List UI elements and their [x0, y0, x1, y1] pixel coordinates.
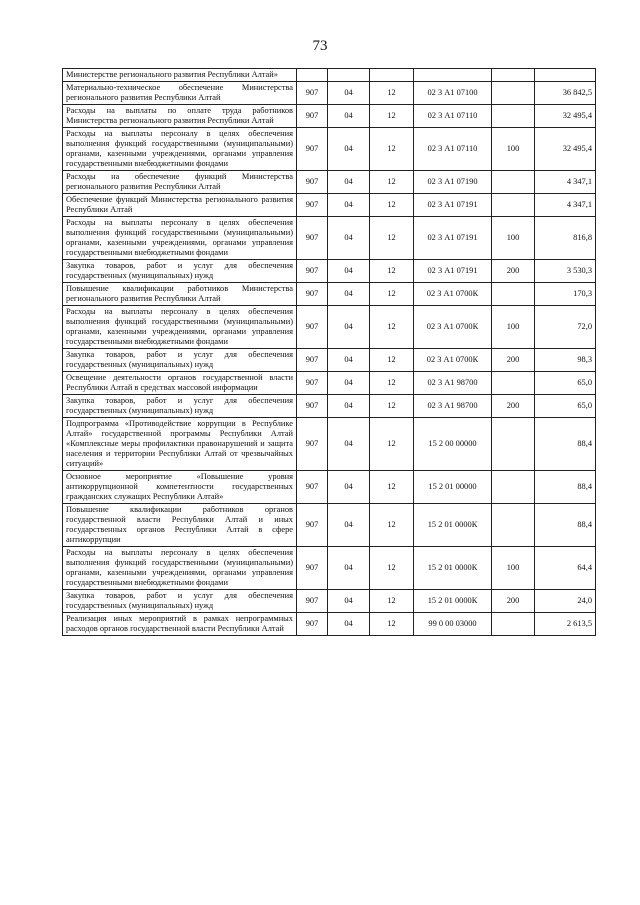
cell-subsection: 12 [370, 105, 414, 128]
cell-target-article: 15 2 01 0000К [414, 504, 492, 547]
cell-subsection [370, 69, 414, 82]
cell-section: 04 [328, 395, 370, 418]
table-row [63, 128, 596, 171]
cell-amount: 24,0 [535, 590, 596, 613]
cell-name: Расходы на выплаты персоналу в целях обеспечения выполнения функций государственными (муниципальными) органами, казенными учреждениями, органами управления государственными внебюджетными фондами [63, 306, 297, 349]
cell-amount: 72,0 [535, 306, 596, 349]
cell-name: Закупка товаров, работ и услуг для обеспечения государственных (муниципальных) нужд [63, 349, 297, 372]
cell-expense-type [492, 372, 535, 395]
cell-target-article: 99 0 00 03000 [414, 613, 492, 636]
cell-section: 04 [328, 171, 370, 194]
cell-target-article: 15 2 01 0000К [414, 547, 492, 590]
cell-grbs: 907 [297, 547, 328, 590]
cell-section: 04 [328, 504, 370, 547]
cell-subsection: 12 [370, 590, 414, 613]
cell-amount: 36 842,5 [535, 82, 596, 105]
cell-expense-type: 200 [492, 349, 535, 372]
cell-expense-type: 100 [492, 128, 535, 171]
cell-subsection: 12 [370, 283, 414, 306]
cell-grbs: 907 [297, 395, 328, 418]
cell-grbs: 907 [297, 128, 328, 171]
page-number: 73 [312, 38, 328, 54]
cell-grbs: 907 [297, 471, 328, 504]
cell-section: 04 [328, 260, 370, 283]
table-row [63, 194, 596, 217]
table-row [63, 217, 596, 260]
cell-amount: 88,4 [535, 471, 596, 504]
cell-target-article: 02 3 А1 07191 [414, 260, 492, 283]
cell-amount: 65,0 [535, 395, 596, 418]
cell-subsection: 12 [370, 128, 414, 171]
cell-section: 04 [328, 306, 370, 349]
cell-target-article: 02 3 А1 98700 [414, 372, 492, 395]
cell-subsection: 12 [370, 547, 414, 590]
cell-name: Повышение квалификации работников органов государственной власти Республики Алтай и иных государственных органов Республики Алтай в сфере антикоррупции [63, 504, 297, 547]
cell-expense-type: 200 [492, 395, 535, 418]
table-row [63, 306, 596, 349]
table-row [63, 82, 596, 105]
cell-grbs: 907 [297, 418, 328, 471]
cell-name: Расходы на выплаты персоналу в целях обеспечения выполнения функций государственными (муниципальными) органами, казенными учреждениями, органами управления государственными внебюджетными фондами [63, 217, 297, 260]
cell-expense-type [492, 194, 535, 217]
cell-target-article: 02 3 А1 07191 [414, 217, 492, 260]
table-row [63, 590, 596, 613]
cell-name: Подпрограмма «Противодействие коррупции в Республике Алтай» государственной программы Республики Алтай «Комплексные меры профилактики правонарушений и защита населения и территории Республики Алтай от чрезвычайных ситуаций» [63, 418, 297, 471]
cell-grbs [297, 69, 328, 82]
table-row [63, 504, 596, 547]
cell-target-article: 02 3 А1 0700К [414, 306, 492, 349]
cell-amount: 65,0 [535, 372, 596, 395]
cell-name: Реализация иных мероприятий в рамках непрограммных расходов органов государственной власти Республики Алтай [63, 613, 297, 636]
cell-grbs: 907 [297, 349, 328, 372]
cell-grbs: 907 [297, 613, 328, 636]
cell-grbs: 907 [297, 306, 328, 349]
cell-name: Повышение квалификации работников Министерства регионального развития Республики Алтай [63, 283, 297, 306]
cell-expense-type [492, 418, 535, 471]
cell-grbs: 907 [297, 504, 328, 547]
cell-section: 04 [328, 418, 370, 471]
cell-expense-type [492, 613, 535, 636]
cell-subsection: 12 [370, 613, 414, 636]
cell-grbs: 907 [297, 82, 328, 105]
cell-grbs: 907 [297, 105, 328, 128]
cell-section: 04 [328, 547, 370, 590]
cell-section: 04 [328, 471, 370, 504]
cell-amount: 88,4 [535, 504, 596, 547]
cell-section: 04 [328, 217, 370, 260]
cell-subsection: 12 [370, 194, 414, 217]
cell-amount: 4 347,1 [535, 171, 596, 194]
cell-target-article: 02 3 А1 0700К [414, 283, 492, 306]
cell-subsection: 12 [370, 349, 414, 372]
cell-subsection: 12 [370, 260, 414, 283]
cell-expense-type [492, 69, 535, 82]
cell-amount: 3 530,3 [535, 260, 596, 283]
cell-amount: 170,3 [535, 283, 596, 306]
cell-amount: 816,8 [535, 217, 596, 260]
cell-grbs: 907 [297, 260, 328, 283]
cell-name: Закупка товаров, работ и услуг для обеспечения государственных (муниципальных) нужд [63, 590, 297, 613]
cell-amount: 2 613,5 [535, 613, 596, 636]
cell-expense-type [492, 283, 535, 306]
cell-target-article: 02 3 А1 0700К [414, 349, 492, 372]
cell-subsection: 12 [370, 504, 414, 547]
cell-name: Расходы на выплаты персоналу в целях обеспечения выполнения функций государственными (муниципальными) органами, казенными учреждениями, органами управления государственными внебюджетными фондами [63, 547, 297, 590]
cell-grbs: 907 [297, 194, 328, 217]
cell-target-article: 02 3 А1 07191 [414, 194, 492, 217]
table-row [63, 69, 596, 82]
cell-amount: 4 347,1 [535, 194, 596, 217]
table-row [63, 105, 596, 128]
cell-name: Закупка товаров, работ и услуг для обеспечения государственных (муниципальных) нужд [63, 260, 297, 283]
cell-target-article: 02 3 А1 98700 [414, 395, 492, 418]
cell-amount: 32 495,4 [535, 105, 596, 128]
cell-expense-type [492, 471, 535, 504]
cell-expense-type [492, 504, 535, 547]
cell-amount: 32 495,4 [535, 128, 596, 171]
cell-subsection: 12 [370, 171, 414, 194]
cell-expense-type [492, 171, 535, 194]
cell-target-article: 02 3 А1 07100 [414, 82, 492, 105]
table-row [63, 260, 596, 283]
cell-section [328, 69, 370, 82]
cell-expense-type: 100 [492, 547, 535, 590]
table-body [63, 69, 596, 636]
cell-subsection: 12 [370, 306, 414, 349]
cell-expense-type [492, 82, 535, 105]
cell-expense-type: 200 [492, 260, 535, 283]
cell-subsection: 12 [370, 471, 414, 504]
table-row [63, 171, 596, 194]
cell-section: 04 [328, 372, 370, 395]
table-row [63, 349, 596, 372]
cell-section: 04 [328, 283, 370, 306]
cell-grbs: 907 [297, 217, 328, 260]
cell-subsection: 12 [370, 395, 414, 418]
cell-name: Закупка товаров, работ и услуг для обеспечения государственных (муниципальных) нужд [63, 395, 297, 418]
cell-target-article: 15 2 01 0000К [414, 590, 492, 613]
cell-section: 04 [328, 590, 370, 613]
cell-name: Расходы на обеспечение функций Министерства регионального развития Республики Алтай [63, 171, 297, 194]
cell-section: 04 [328, 82, 370, 105]
cell-section: 04 [328, 349, 370, 372]
cell-name: Расходы на выплаты по оплате труда работников Министерства регионального развития Республики Алтай [63, 105, 297, 128]
cell-name: Освещение деятельности органов государственной власти Республики Алтай в средствах массовой информации [63, 372, 297, 395]
cell-name: Материально-техническое обеспечение Министерства регионального развития Республики Алтай [63, 82, 297, 105]
cell-grbs: 907 [297, 171, 328, 194]
cell-subsection: 12 [370, 418, 414, 471]
cell-grbs: 907 [297, 590, 328, 613]
table-row [63, 395, 596, 418]
cell-amount [535, 69, 596, 82]
cell-subsection: 12 [370, 372, 414, 395]
table-row [63, 418, 596, 471]
cell-target-article: 02 3 А1 07110 [414, 105, 492, 128]
cell-section: 04 [328, 105, 370, 128]
cell-name: Обеспечение функций Министерства регионального развития Республики Алтай [63, 194, 297, 217]
cell-grbs: 907 [297, 372, 328, 395]
cell-amount: 98,3 [535, 349, 596, 372]
cell-name: Министерстве регионального развития Республики Алтай» [63, 69, 297, 82]
cell-name: Основное мероприятие «Повышение уровня антикоррупционной компетентности государственных гражданских служащих Республики Алтай» [63, 471, 297, 504]
table-row [63, 372, 596, 395]
table-row [63, 283, 596, 306]
cell-name: Расходы на выплаты персоналу в целях обеспечения выполнения функций государственными (муниципальными) органами, казенными учреждениями, органами управления государственными внебюджетными фондами [63, 128, 297, 171]
cell-expense-type [492, 105, 535, 128]
cell-section: 04 [328, 194, 370, 217]
cell-subsection: 12 [370, 82, 414, 105]
cell-target-article: 15 2 00 00000 [414, 418, 492, 471]
cell-amount: 64,4 [535, 547, 596, 590]
cell-grbs: 907 [297, 283, 328, 306]
table-row [63, 547, 596, 590]
cell-expense-type: 100 [492, 306, 535, 349]
cell-target-article [414, 69, 492, 82]
cell-subsection: 12 [370, 217, 414, 260]
table-row [63, 613, 596, 636]
cell-expense-type: 100 [492, 217, 535, 260]
cell-expense-type: 200 [492, 590, 535, 613]
cell-target-article: 15 2 01 00000 [414, 471, 492, 504]
table-row [63, 471, 596, 504]
budget-table [62, 68, 596, 636]
cell-target-article: 02 3 А1 07190 [414, 171, 492, 194]
cell-section: 04 [328, 613, 370, 636]
cell-target-article: 02 3 А1 07110 [414, 128, 492, 171]
cell-section: 04 [328, 128, 370, 171]
cell-amount: 88,4 [535, 418, 596, 471]
